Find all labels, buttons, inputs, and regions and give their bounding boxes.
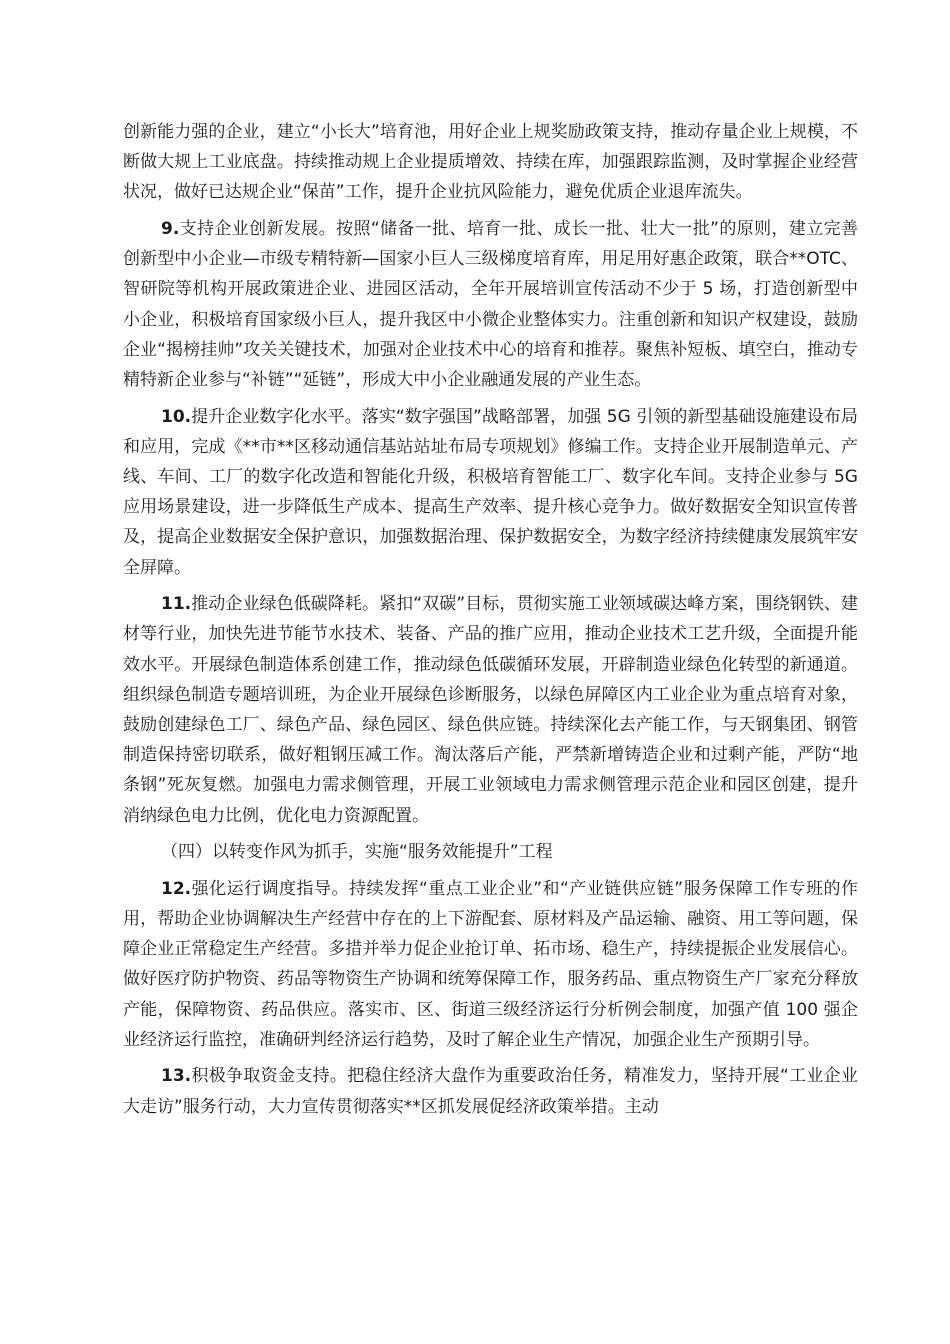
paragraph-item-11 [123,589,858,831]
section-heading-4 [123,837,858,867]
paragraph-item-12 [123,874,858,1055]
paragraph-item-10 [123,402,858,583]
item-number: 12. [161,878,192,899]
paragraph-text: 创新能力强的企业，建立“小长大”培育池，用好企业上规奖励政策支持，推动存量企业上规模，不断做大规上工业底盘。持续推动规上企业提质增效、持续在库，加强跟踪监测，及时掌握企业经营状况，做好已达规企业“保苗”工作，提升企业抗风险能力，避免优质企业退库流失。 [123,122,858,203]
paragraph-item-13 [123,1061,858,1121]
item-number: 9. [161,219,180,239]
item-number: 10. [161,406,192,427]
paragraph-text: 提升企业数字化水平。落实“数字强国”战略部署，加强 5G 引领的新型基础设施建设布局和应用，完成《**市**区移动通信基站站址布局专项规划》修编工作。支持企业开展制造单元、产线、车间、工厂的数字化改造和智能化升级，积极培育智能工厂、数字化车间。支持企业参与 5G 应用场景建设，进一步降低生产成本、提高生产效率、提升核心竞争力。做好数据安全知识宣传普及，提高企业数据安全保护意识，加强数据治理、保护数据安全，为数字经济持续健康发展筑牢安全屏障。 [123,406,858,578]
paragraph-text: 支持企业创新发展。按照“储备一批、培育一批、成长一批、壮大一批”的原则，建立完善创新型中小企业—市级专精特新—国家小巨人三级梯度培育库，用足用好惠企政策，联合**OTC、智研院等机构开展政策进企业、进园区活动，全年开展培训宣传活动不少于 5 场，打造创新型中小企业，积极培育国家级小巨人，提升我区中小微企业整体实力。注重创新和知识产权建设，鼓励企业“揭榜挂帅”攻关关键技术，加强对企业技术中心的培育和推荐。聚焦补短板、填空白，推动专精特新企业参与“补链”“延链”，形成大中小企业融通发展的产业生态。 [123,219,858,391]
paragraph-text: 积极争取资金支持。把稳住经济大盘作为重要政治任务，精准发力，坚持开展“工业企业大走访”服务行动，大力宣传贯彻落实**区抓发展促经济政策举措。主动 [123,1066,858,1117]
document-body [123,117,858,1128]
item-number: 13. [161,1066,192,1087]
item-number: 11. [161,594,192,615]
paragraph-item-9 [123,214,858,395]
section-heading-text: （四）以转变作风为抓手，实施“服务效能提升”工程 [161,842,553,863]
paragraph-text: 强化运行调度指导。持续发挥“重点工业企业”和“产业链供应链”服务保障工作专班的作用，帮助企业协调解决生产经营中存在的上下游配套、原材料及产品运输、融资、用工等问题，保障企业正常稳定生产经营。多措并举力促企业抢订单、拓市场、稳生产，持续提振企业发展信心。做好医疗防护物资、药品等物资生产协调和统筹保障工作，服务药品、重点物资生产厂家充分释放产能，保障物资、药品供应。落实市、区、街道三级经济运行分析例会制度，加强产值 100 强企业经济运行监控，准确研判经济运行趋势，及时了解企业生产情况，加强企业生产预期引导。 [123,878,858,1050]
paragraph-intro [123,117,858,208]
paragraph-text: 推动企业绿色低碳降耗。紧扣“双碳”目标，贯彻实施工业领域碳达峰方案，围绕钢铁、建材等行业，加快先进节能节水技术、装备、产品的推广应用，推动企业技术工艺升级，全面提升能效水平。开展绿色制造体系创建工作，推动绿色低碳循环发展，开辟制造业绿色化转型的新通道。组织绿色制造专题培训班，为企业开展绿色诊断服务，以绿色屏障区内工业企业为重点培育对象，鼓励创建绿色工厂、绿色产品、绿色园区、绿色供应链。持续深化去产能工作，与天钢集团、钢管制造保持密切联系，做好粗钢压减工作。淘汰落后产能，严禁新增铸造企业和过剩产能，严防“地条钢”死灰复燃。加强电力需求侧管理，开展工业领域电力需求侧管理示范企业和园区创建，提升消纳绿色电力比例，优化电力资源配置。 [123,594,858,826]
